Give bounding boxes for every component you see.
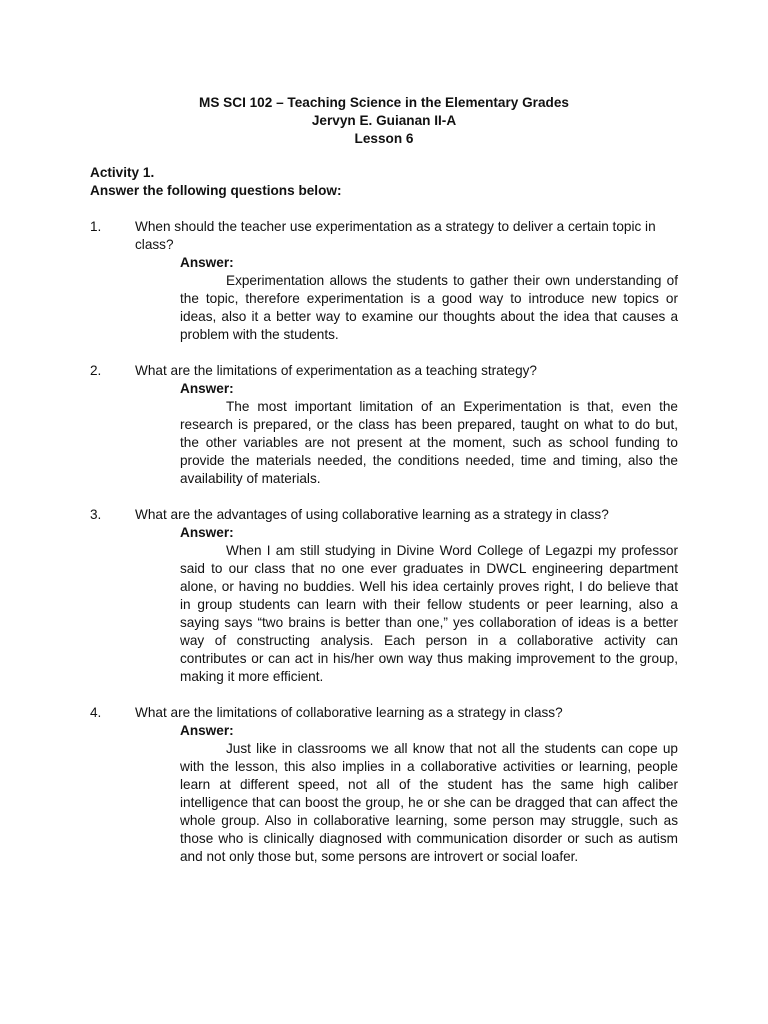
question-text: When should the teacher use experimentation as a strategy to deliver a certain topic in class? xyxy=(135,219,656,252)
lesson-title: Lesson 6 xyxy=(354,131,414,146)
activity-title: Activity 1. xyxy=(90,165,155,180)
activity-instruction: Answer the following questions below: xyxy=(90,183,342,198)
question-text: What are the limitations of collaborative learning as a strategy in class? xyxy=(135,705,563,720)
answer-text: Just like in classrooms we all know that not all the students can cope up with the lesson, this also implies in a collaborative activities or learning, people learn at different speed, not all of the student has the same high caliber intelligence that can boost the group, he or she can be dragged that can affect the whole group. Also in collaborative learning, some person may struggle, such as those who is clinically diagnosed with communication disorder or such as autism and not only those but, some persons are introvert or social loafer. xyxy=(180,741,678,864)
question-item xyxy=(0,218,768,344)
question-number: 4. xyxy=(90,705,102,720)
question-number: 1. xyxy=(90,219,102,234)
question-row xyxy=(0,362,678,380)
activity-heading xyxy=(90,164,342,200)
question-row xyxy=(0,506,678,524)
question-list xyxy=(0,218,768,884)
question-item xyxy=(0,704,768,866)
question-number: 3. xyxy=(90,507,102,522)
question-row xyxy=(0,218,678,254)
answer-label: Answer: xyxy=(180,723,234,738)
question-item xyxy=(0,506,768,686)
question-item xyxy=(0,362,768,488)
question-number: 2. xyxy=(90,363,102,378)
answer-label: Answer: xyxy=(180,381,234,396)
answer-text: Experimentation allows the students to gather their own understanding of the topic, therefore experimentation is a good way to introduce new topics or ideas, also it a better way to examine our thoughts about the idea that causes a problem with the students. xyxy=(180,273,678,342)
answer-text: The most important limitation of an Experimentation is that, even the research is prepared, or the class has been prepared, taught on what to do but, the other variables are not present at the moment, such as school funding to provide the materials needed, the conditions needed, time and timing, also the availability of materials. xyxy=(180,399,678,486)
document-header xyxy=(0,94,768,148)
course-title: MS SCI 102 – Teaching Science in the Elementary Grades xyxy=(199,95,569,110)
answer-label: Answer: xyxy=(180,255,234,270)
question-row xyxy=(0,704,678,722)
answer-text: When I am still studying in Divine Word College of Legazpi my professor said to our class that no one ever graduates in DWCL engineering department alone, or having no buddies. Well his idea certainly proves right, I do believe that in group students can learn with their fellow students or peer learning, also a saying says “two brains is better than one,” yes collaboration of ideas is a better way of constructing analysis. Each person in a collaborative activity can contributes or can act in his/her own way thus making improvement to the group, making it more efficient. xyxy=(180,543,678,684)
question-text: What are the advantages of using collaborative learning as a strategy in class? xyxy=(135,507,609,522)
answer-label: Answer: xyxy=(180,525,234,540)
student-name: Jervyn E. Guianan II-A xyxy=(311,113,457,128)
question-text: What are the limitations of experimentation as a teaching strategy? xyxy=(135,363,537,378)
